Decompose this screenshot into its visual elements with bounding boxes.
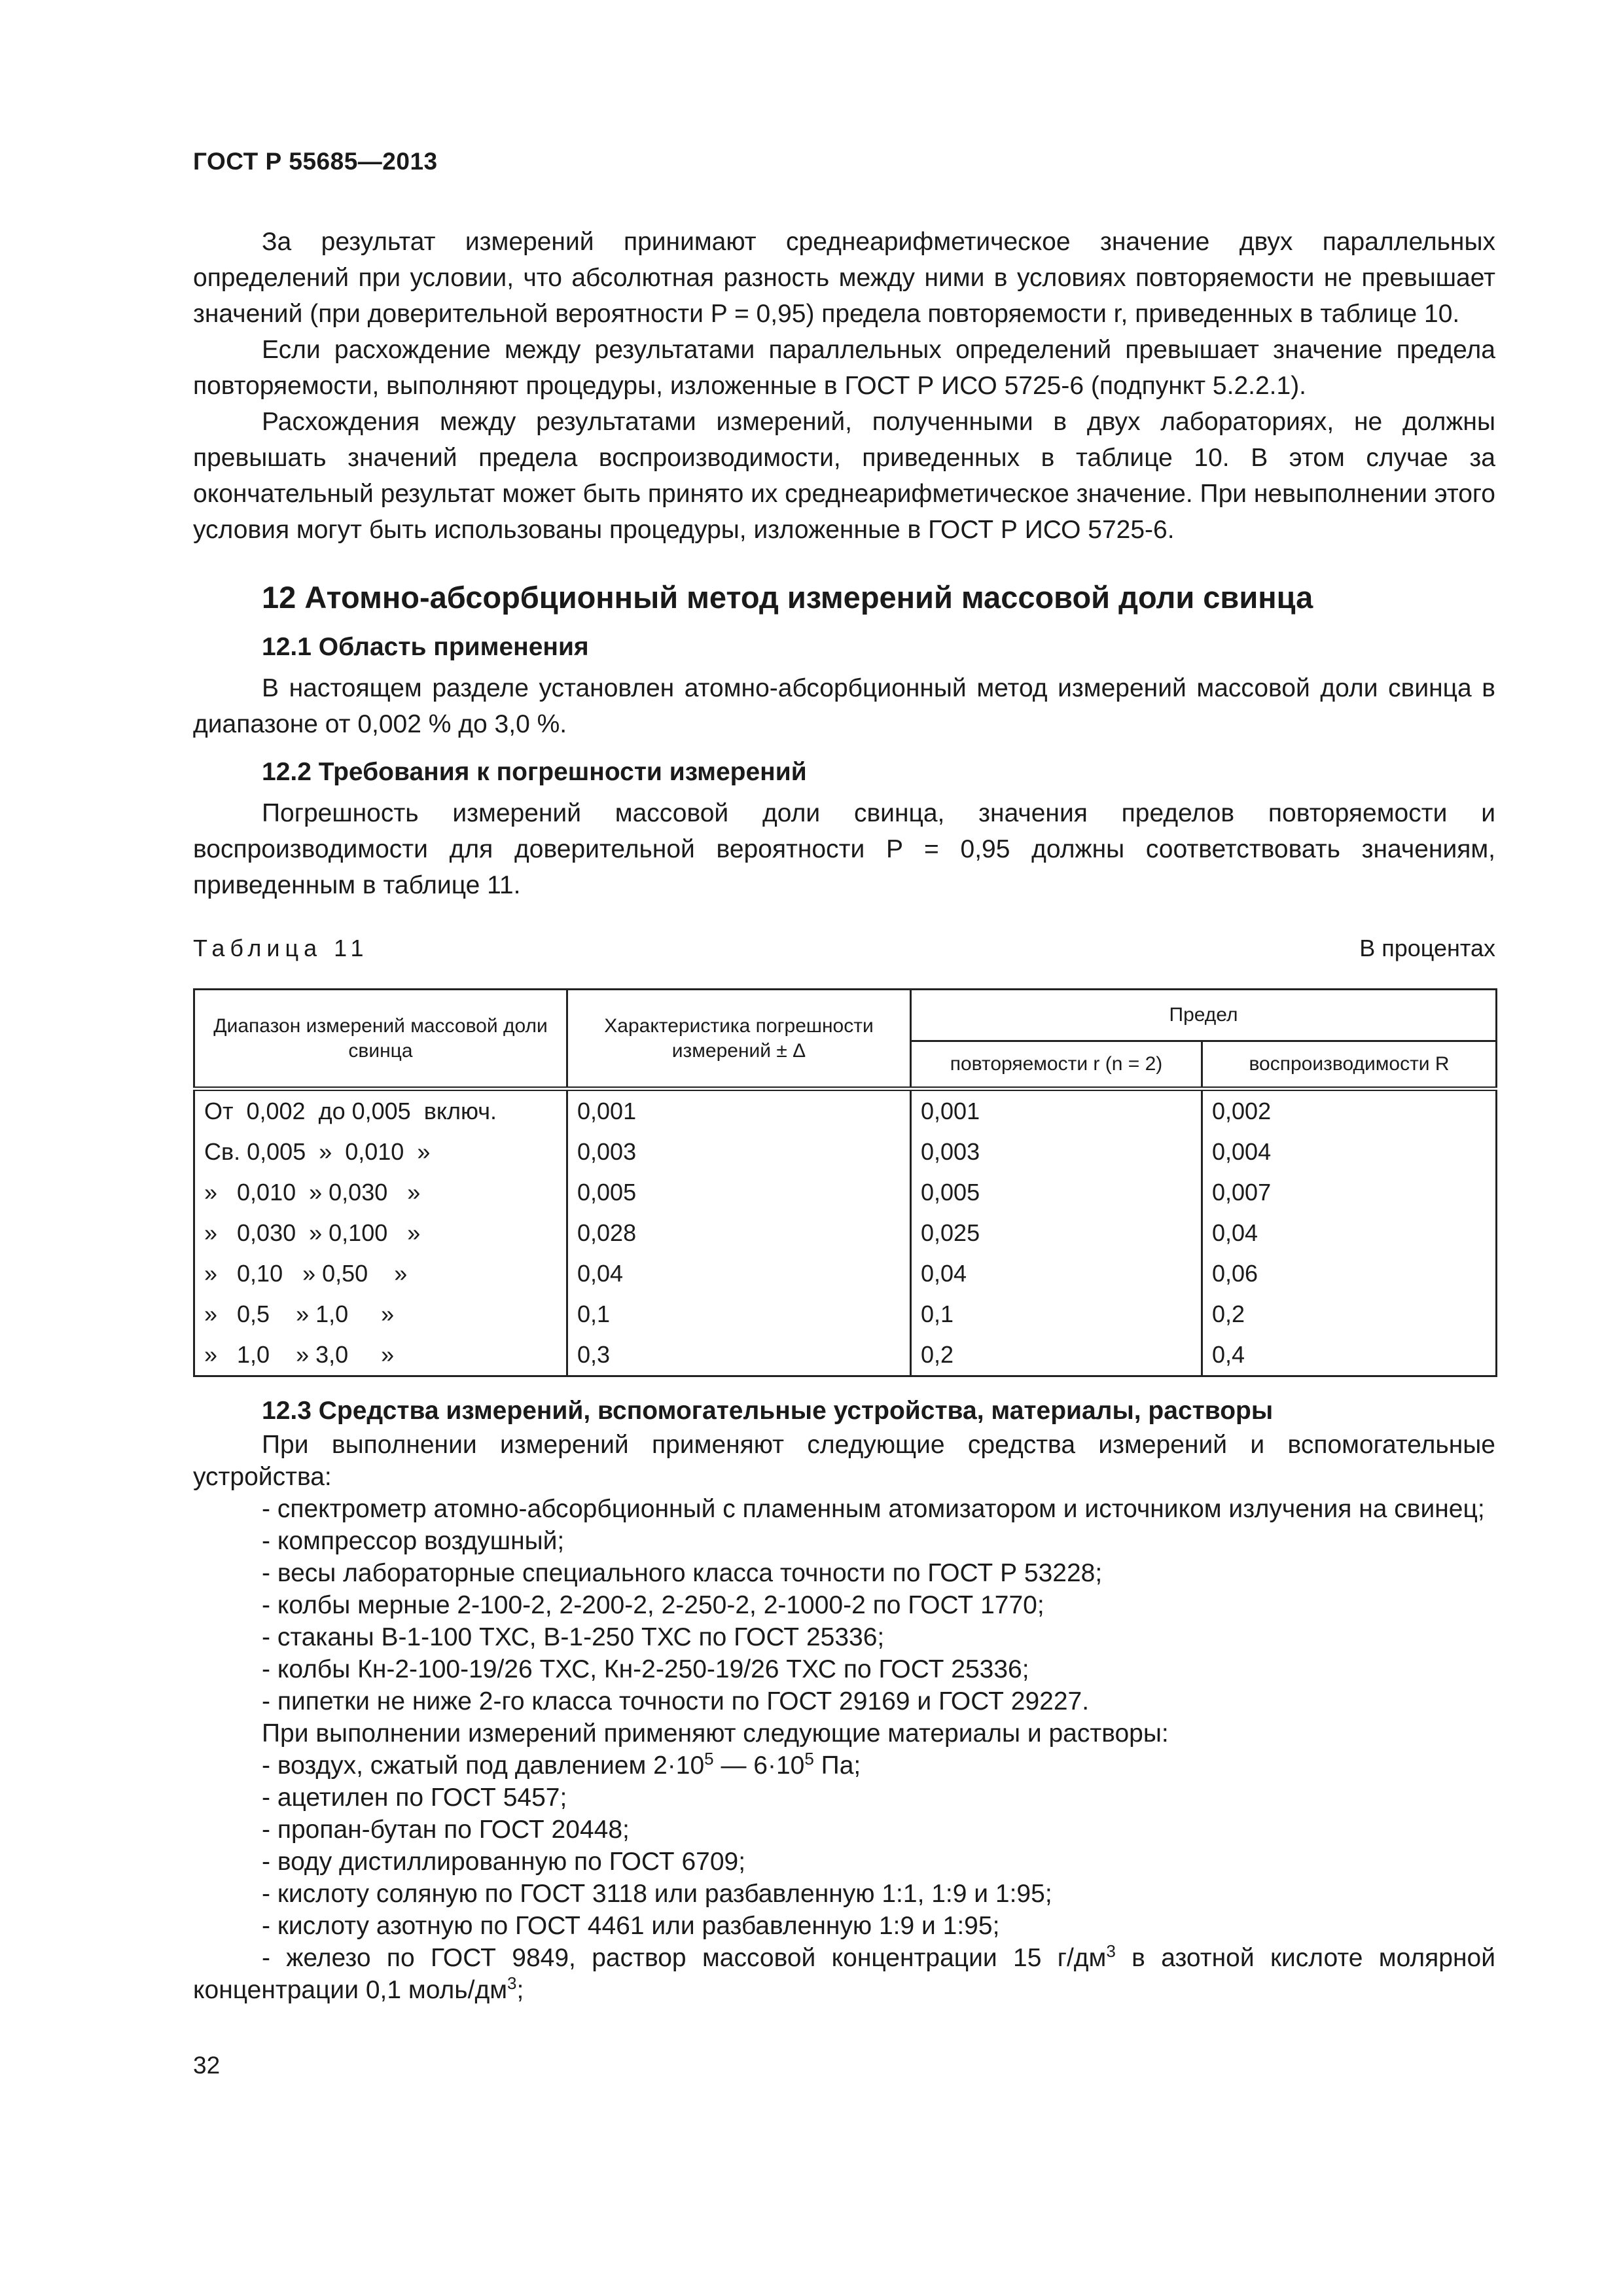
paragraph: В настоящем разделе установлен атомно-абсорбционный метод измерений массовой доли свинца в диапазоне от 0,002 % до 3,0 %. [193, 674, 1495, 738]
paragraph: При выполнении измерений применяют следующие материалы и растворы: [262, 1719, 1169, 1748]
list-item: - ацетилен по ГОСТ 5457; [262, 1784, 567, 1812]
list-item [193, 1749, 1495, 1782]
list-item: - колбы мерные 2-100-2, 2-200-2, 2-250-2, 2-1000-2 по ГОСТ 1770; [262, 1591, 1044, 1619]
reproducibility-cell: 0,2 [1202, 1294, 1497, 1335]
subsection-title: 12.1 Область применения [262, 633, 589, 661]
range-cell: Св. 0,005 » 0,010 » [194, 1132, 567, 1172]
page-content [193, 224, 1495, 2006]
subsection-title: 12.3 Средства измерений, вспомогательные устройства, материалы, растворы [262, 1397, 1274, 1425]
air-text: — 6·10 [713, 1751, 805, 1780]
iron-text: в азотной кислоте молярной концентрации 0,1 моль/дм [193, 1944, 1495, 2004]
iron-text: ; [516, 1976, 524, 2004]
header-error: Характеристика погрешности измерений ± Δ [567, 990, 911, 1089]
repeatability-cell: 0,001 [911, 1089, 1202, 1132]
range-cell: » 0,5 » 1,0 » [194, 1294, 567, 1335]
reproducibility-cell: 0,002 [1202, 1089, 1497, 1132]
reproducibility-cell: 0,004 [1202, 1132, 1497, 1172]
iron-exponent: 3 [1106, 1941, 1116, 1961]
list-item: - кислоту азотную по ГОСТ 4461 или разбавленную 1:9 и 1:95; [262, 1912, 1000, 1940]
list-item: - пропан-бутан по ГОСТ 20448; [262, 1816, 630, 1844]
table-caption: Таблица 11 [193, 935, 369, 961]
list-item: - компрессор воздушный; [262, 1527, 565, 1555]
air-exponent: 5 [804, 1749, 814, 1768]
range-cell: » 0,030 » 0,100 » [194, 1213, 567, 1253]
air-exponent: 5 [704, 1749, 714, 1768]
range-cell: » 1,0 » 3,0 » [194, 1335, 567, 1376]
paragraph: Погрешность измерений массовой доли свинца, значения пределов повторяемости и воспроизводимости для доверительной вероятности P = 0,95 должны соответствовать значениям, приведенным в таблице 11. [193, 799, 1495, 899]
range-cell: От 0,002 до 0,005 включ. [194, 1089, 567, 1132]
error-cell: 0,04 [567, 1253, 911, 1294]
section-title: 12 Атомно-абсорбционный метод измерений массовой доли свинца [262, 580, 1313, 615]
data-table [193, 988, 1497, 1377]
repeatability-cell: 0,2 [911, 1335, 1202, 1376]
table-caption-row [193, 932, 1495, 965]
list-item [193, 1942, 1495, 2006]
table-row [194, 1132, 1497, 1172]
repeatability-cell: 0,025 [911, 1213, 1202, 1253]
reproducibility-cell: 0,007 [1202, 1172, 1497, 1213]
error-cell: 0,1 [567, 1294, 911, 1335]
table-row [194, 1294, 1497, 1335]
list-item: - пипетки не ниже 2-го класса точности по ГОСТ 29169 и ГОСТ 29227. [262, 1687, 1090, 1715]
subsection-title: 12.2 Требования к погрешности измерений [262, 758, 807, 786]
table-row [194, 1213, 1497, 1253]
air-text: - воздух, сжатый под давлением 2·10 [262, 1751, 705, 1780]
page-number: 32 [193, 2052, 221, 2079]
list-item: - спектрометр атомно-абсорбционный с пламенным атомизатором и источником излучения на свинец; [262, 1495, 1485, 1523]
range-cell: » 0,10 » 0,50 » [194, 1253, 567, 1294]
paragraph: За результат измерений принимают среднеарифметическое значение двух параллельных определений при условии, что абсолютная разность между ними в условиях повторяемости не превышает значений (при доверительной вероятности P = 0,95) предела повторяемости r, приведенных в таблице 10. [193, 228, 1495, 328]
reproducibility-cell: 0,4 [1202, 1335, 1497, 1376]
list-item: - весы лабораторные специального класса точности по ГОСТ Р 53228; [262, 1559, 1103, 1587]
iron-exponent: 3 [507, 1973, 517, 1993]
list-item: - стаканы В-1-100 ТХС, В-1-250 ТХС по ГОСТ 25336; [262, 1623, 885, 1651]
table-row [194, 1335, 1497, 1376]
error-cell: 0,003 [567, 1132, 911, 1172]
error-cell: 0,028 [567, 1213, 911, 1253]
repeatability-cell: 0,005 [911, 1172, 1202, 1213]
table-unit-note: В процентах [1359, 935, 1495, 961]
header-limit: Предел [911, 990, 1497, 1041]
header-reproducibility: воспроизводимости R [1202, 1041, 1497, 1089]
header-repeatability: повторяемости r (n = 2) [911, 1041, 1202, 1089]
reproducibility-cell: 0,06 [1202, 1253, 1497, 1294]
air-text: Па; [813, 1751, 861, 1780]
error-cell: 0,3 [567, 1335, 911, 1376]
table-row [194, 1172, 1497, 1213]
list-item: - колбы Кн-2-100-19/26 ТХС, Кн-2-250-19/26 ТХС по ГОСТ 25336; [262, 1655, 1029, 1683]
iron-text: - железо по ГОСТ 9849, раствор массовой концентрации 15 г/дм [262, 1944, 1107, 1972]
table-row [194, 1253, 1497, 1294]
range-cell: » 0,010 » 0,030 » [194, 1172, 567, 1213]
paragraph: Если расхождение между результатами параллельных определений превышает значение предела повторяемости, выполняют процедуры, изложенные в ГОСТ Р ИСО 5725-6 (подпункт 5.2.2.1). [193, 336, 1495, 400]
repeatability-cell: 0,003 [911, 1132, 1202, 1172]
table-row [194, 1089, 1497, 1132]
list-item: - кислоту соляную по ГОСТ 3118 или разбавленную 1:1, 1:9 и 1:95; [262, 1880, 1052, 1908]
error-cell: 0,005 [567, 1172, 911, 1213]
list-item: - воду дистиллированную по ГОСТ 6709; [262, 1848, 746, 1876]
error-cell: 0,001 [567, 1089, 911, 1132]
paragraph: Расхождения между результатами измерений, полученными в двух лабораториях, не должны превышать значений предела воспроизводимости, приведенных в таблице 10. В этом случае за окончательный результат может быть принято их среднеарифметическое значение. При невыполнении этого условия могут быть использованы процедуры, изложенные в ГОСТ Р ИСО 5725-6. [193, 408, 1495, 544]
repeatability-cell: 0,04 [911, 1253, 1202, 1294]
reproducibility-cell: 0,04 [1202, 1213, 1497, 1253]
document-header: ГОСТ Р 55685—2013 [193, 148, 438, 175]
header-range: Диапазон измерений массовой доли свинца [194, 990, 567, 1089]
paragraph: При выполнении измерений применяют следующие средства измерений и вспомогательные устройства: [193, 1431, 1495, 1491]
repeatability-cell: 0,1 [911, 1294, 1202, 1335]
